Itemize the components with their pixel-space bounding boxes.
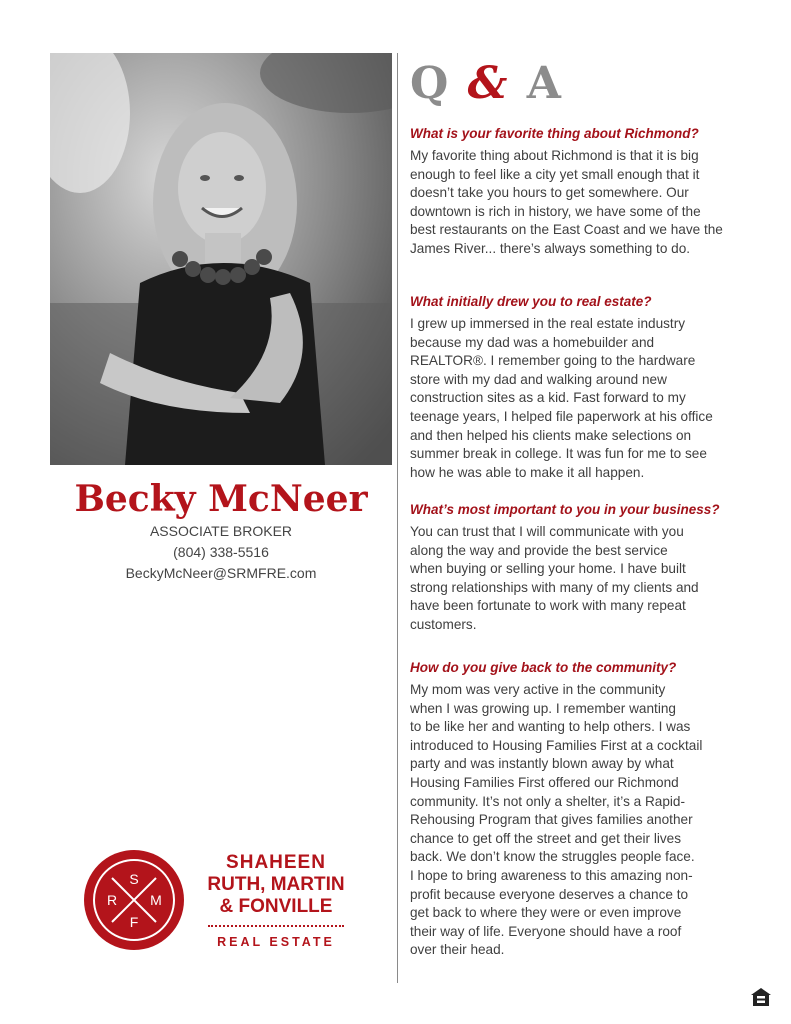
qa-section-2: [410, 294, 762, 482]
agent-photo: [50, 53, 392, 465]
qa-section-4: [410, 660, 762, 960]
question: What’s most important to you in your business?: [410, 502, 720, 517]
qa-heading-q: Q: [410, 58, 451, 109]
question: What initially drew you to real estate?: [410, 294, 652, 309]
brand-line-4: REAL ESTATE: [217, 935, 335, 949]
brand-line-1: SHAHEEN: [226, 852, 326, 873]
qa-section-3: [410, 502, 762, 635]
logo-letter-bottom: F: [129, 914, 139, 930]
answer: My mom was very active in the community when I was growing up. I remember wanting to be like her and wanting to help others. I was introduced to Housing Families First at a cocktail party and was instantly blown away by what Housing Families First offered our Richmond community. It’s not only a shelter, it’s a Rapid- Rehousing Program that gives families another chance to get off the street and get their lives back. We don’t know the struggles people face. I hope to bring awareness to this amazing non- profit because everyone deserves a chance to get back to where they were or even improve their way of life. Everyone should have a roof over their head.: [410, 682, 703, 958]
logo-letter-left: R: [106, 892, 118, 908]
question: How do you give back to the community?: [410, 660, 677, 675]
answer: You can trust that I will communicate with you along the way and provide the best service when buying or selling your home. I have built strong relationships with many of my clients and have been fortunate to work with many repeat customers.: [410, 524, 699, 632]
agent-phone[interactable]: (804) 338-5516: [173, 544, 269, 560]
question: What is your favorite thing about Richmond?: [410, 126, 699, 141]
agent-name: Becky McNeer: [74, 478, 368, 520]
equal-housing-opportunity-icon: [750, 987, 772, 1012]
brand-line-2: RUTH, MARTIN: [207, 874, 345, 895]
agent-title: ASSOCIATE BROKER: [149, 523, 293, 539]
column-divider: [397, 53, 398, 983]
brand-dotted-divider: [208, 925, 344, 927]
logo-letter-top: S: [129, 871, 139, 887]
qa-heading-a: A: [526, 58, 563, 109]
qa-heading-amp: &: [467, 58, 510, 109]
qa-section-1: [410, 126, 762, 259]
brand-line-3: & FONVILLE: [219, 896, 333, 917]
logo-letter-right: M: [150, 892, 162, 908]
qa-heading: [410, 58, 563, 109]
srmf-logo: [82, 848, 186, 957]
answer: I grew up immersed in the real estate industry because my dad was a homebuilder and REALTOR®. I remember going to the hardware store with my dad and walking around new construction sites as a kid. Fast forward to my teenage years, I helped file paperwork at his office and then helped his clients make selections on summer break in college. It was fun for me to see how he was able to make it all happen.: [410, 316, 713, 480]
answer: My favorite thing about Richmond is that it is big enough to feel like a city yet small enough that it doesn’t take you hours to get somewhere. Our downtown is rich in history, we have some of the best restaurants on the East Coast and we have the James River... there’s always something to do.: [410, 148, 723, 256]
agent-email[interactable]: BeckyMcNeer@SRMFRE.com: [125, 565, 317, 581]
